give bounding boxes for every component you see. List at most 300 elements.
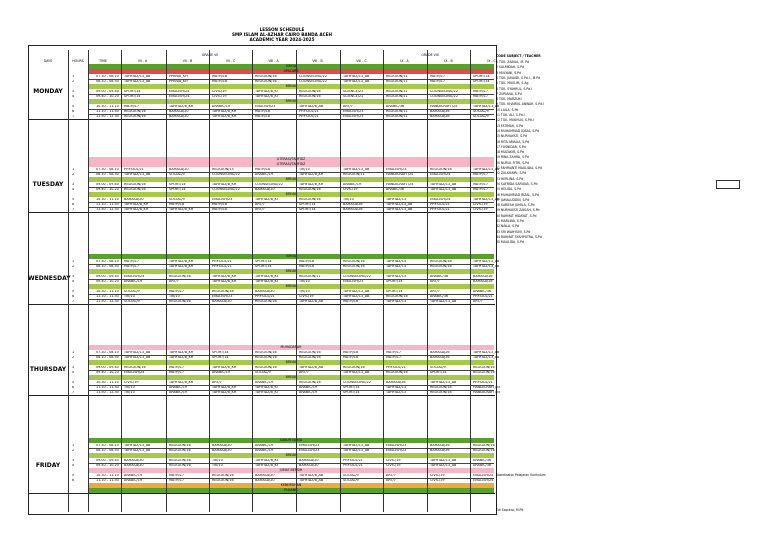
subject-cell: ARABIC/19	[169, 391, 188, 394]
subject-cell: ARABIC/19	[299, 391, 318, 394]
subject-cell: TAHFIDZ/13_AB	[124, 356, 151, 359]
hour-cell: 5	[72, 474, 75, 477]
subject-cell: COUNSELING/22	[255, 183, 283, 186]
subject-cell: TAHFIDZ/8_KH	[212, 183, 237, 186]
subject-cell: MATH/17	[169, 290, 185, 293]
subject-cell: ENGLISH/24	[169, 90, 190, 93]
subject-cell: RELIGION/16	[430, 168, 452, 171]
subject-cell: TAHFIDZ/8_KH	[212, 366, 237, 369]
subject-cell: SPORT/14	[124, 95, 141, 98]
subject-cell: TIK/10	[169, 295, 180, 298]
subject-cell: BAHASA/26	[386, 381, 406, 384]
subject-cell: TAHFIDZ/13	[386, 198, 407, 201]
subject-cell: ENGLISH/23	[343, 110, 364, 113]
time-cell: 07.30 - 08.10	[96, 260, 119, 263]
subject-cell: SPORT/14	[124, 90, 141, 93]
teacher-item: 9 TGK. KHAIRUL ANWAR, S.Pd.I	[496, 102, 544, 107]
time-cell: 08.10 - 08.50	[96, 265, 119, 268]
subject-cell: MATH/17	[473, 183, 489, 186]
subject-cell: TAHFIDZ/13_AB	[473, 356, 500, 359]
teacher-item: 4 TGK. JUNAIDI, S.Pd.I., M.Pd	[496, 75, 541, 80]
band-green2: PULANG	[88, 488, 494, 493]
hour-cell: 5	[72, 290, 75, 293]
band-pink: MUHADARAH	[88, 345, 494, 350]
schedule-title: LESSON SCHEDULE	[259, 27, 305, 32]
subject-cell: TAHFIDZ/8_KH	[212, 275, 237, 278]
subject-cell: TIK/10	[124, 386, 135, 389]
subject-cell: TAHFIDZ/8_KH	[299, 173, 324, 176]
subject-cell: RELIGION/16	[343, 265, 365, 268]
subject-cell: MATH/17	[169, 366, 185, 369]
teacher-item: 1 TGK. ZAINAL, M. Pd	[496, 60, 529, 64]
teacher-item: 24 SAFRIDA SAFIANA, S.Pd	[496, 181, 538, 186]
subject-cell: SPORT/14	[386, 280, 403, 283]
teacher-item: 14 MUHAMMAD IQBAL, S.Pd	[496, 128, 540, 133]
subject-cell: ARABIC/36	[386, 105, 405, 108]
subject-cell: BAHASA/20	[212, 300, 232, 303]
grid-line	[296, 50, 297, 512]
subject-cell: ENGLISH/23	[212, 295, 233, 298]
hour-cell: 4	[72, 280, 75, 283]
teacher-item: 30 RAHMAT HIDAYAT, S.Pd	[496, 213, 537, 218]
band-green: SUBUH ISHOA	[88, 438, 494, 443]
subject-cell: RELIGION/11	[299, 275, 321, 278]
subject-cell: BAHASA/20	[299, 464, 319, 467]
class-header: IX - C	[487, 59, 496, 63]
subject-cell: RELIGION/16	[255, 80, 277, 83]
subject-cell: RELIGION/16	[169, 464, 191, 467]
subject-cell: BAHASA/20	[169, 115, 189, 118]
break-band: BREAK	[88, 360, 494, 365]
hour-cell: 4	[72, 464, 75, 467]
subject-cell: BAHASA/20	[299, 459, 319, 462]
subject-cell: SPORT/14	[255, 265, 272, 268]
subject-cell: TAHFIDZ/13_AB	[473, 351, 500, 354]
subject-cell: TAHFIDZ/8_KH	[169, 356, 194, 359]
subject-cell: RELIGION/16	[212, 290, 234, 293]
subject-cell: RELIGION/16	[124, 183, 146, 186]
hour-cell: 4	[72, 371, 75, 374]
name-box[interactable]	[716, 180, 740, 189]
subject-cell: SPORT/14	[299, 208, 316, 211]
hour-cell: 4	[72, 95, 75, 98]
time-cell: 10.30 - 11.10	[96, 198, 119, 201]
grid-line	[340, 50, 341, 512]
subject-cell: TIK/10	[299, 290, 310, 293]
subject-cell: TAHFIDZ/13_AB	[430, 183, 457, 186]
subject-cell: ART/7	[212, 381, 222, 384]
subject-cell: RELIGION/16	[386, 295, 408, 298]
subject-cell: CIVIC/19	[212, 95, 227, 98]
band-green: ISHOA	[88, 254, 494, 259]
band-orange: KEBERSIHAN	[88, 483, 494, 488]
subject-cell: TIK/10	[343, 198, 354, 201]
teacher-item: 12 TGK. MUKHLIS, S.Pd.I	[496, 118, 534, 123]
subject-cell: PPKN/8_KH	[169, 75, 188, 78]
subject-cell: CIVIC/19	[430, 479, 445, 482]
subject-cell: TAHFIDZ/13_AB	[430, 188, 457, 191]
subject-cell: SOCIAL/9	[124, 290, 140, 293]
subject-cell: RELIGION/11	[343, 173, 365, 176]
hour-cell: 6	[72, 295, 75, 298]
subject-cell: ART/7	[255, 203, 265, 206]
hour-cell: 7	[72, 300, 75, 303]
subject-cell: TIK/10	[299, 280, 310, 283]
break-band: BREAK	[88, 269, 494, 274]
subject-cell: SOCIAL/9	[255, 371, 271, 374]
subject-cell: BAHASA/20	[124, 459, 144, 462]
subject-cell: BAHASA/20	[255, 479, 275, 482]
hour-cell: 3	[72, 183, 75, 186]
subject-cell: TAHFIDZ/13	[386, 260, 407, 263]
subject-cell: HANDICRAFT/25	[473, 386, 501, 389]
subject-cell: TAHFIDZ/8_KH	[212, 280, 237, 283]
subject-cell: RELIGION/16	[299, 381, 321, 384]
subject-cell: TAHFIDZ/8_AB	[299, 479, 324, 482]
subject-cell: TAHFIDZ/13_AB	[343, 295, 370, 298]
subject-cell: MATH/18	[255, 115, 271, 118]
break-band: BREAK	[88, 99, 494, 104]
subject-cell: TAHFIDZ/13_AB	[343, 371, 370, 374]
day-label: TUESDAY	[32, 180, 64, 188]
class-header: VIII - B	[312, 59, 323, 63]
subject-cell: TAHFIDZ/8_KI	[255, 386, 278, 389]
teacher-item: 31 MARLINA, S.Pd	[496, 219, 524, 223]
teacher-item: 33 SRI WAHYUNI, S.Pd	[496, 229, 531, 234]
subject-cell: SPORT/14	[343, 386, 360, 389]
hour-cell: 6	[72, 203, 75, 206]
time-cell: 09.40 - 10.20	[96, 464, 119, 467]
subject-cell: ART/7	[169, 280, 179, 283]
subject-cell: ARABIC/19	[124, 474, 143, 477]
subject-cell: TAHFIDZ/13_AB	[343, 444, 370, 447]
subject-cell: BAHASA/20	[169, 110, 189, 113]
subject-cell: TIK/10	[212, 459, 223, 462]
subject-cell: MATH/18	[212, 208, 228, 211]
subject-cell: TAHFIDZ/13_AB	[343, 168, 370, 171]
subject-cell: HANDICRAFT/25	[473, 391, 501, 394]
subject-cell: BAHASA/20	[255, 188, 275, 191]
subject-cell: RELIGION/16	[255, 351, 277, 354]
subject-cell: TAHFIDZ/8_KH	[169, 260, 194, 263]
subject-cell: ARABIC/19	[124, 479, 143, 482]
subject-cell: TAHFIDZ/8_KI	[255, 95, 278, 98]
teacher-item: 35 MAULIDA, S.Pd	[496, 240, 524, 245]
subject-cell: BAHASA/20	[212, 449, 232, 452]
time-cell: 09.00 - 09.40	[96, 183, 119, 186]
band-pink: JUMAT BERSIH	[88, 468, 494, 473]
subject-cell: TAHFIDZ/8_KH	[169, 105, 194, 108]
subject-cell: MATH/18	[212, 80, 228, 83]
subject-cell: ARABIC/36	[473, 290, 492, 293]
subject-cell: PHYSICS/21	[212, 265, 232, 268]
subject-cell: PPKN/8_KH	[169, 80, 188, 83]
teacher-item: 19 RINA ZAHRA, S.Pd	[496, 155, 529, 160]
subject-cell: TAHFIDZ/8_KH	[212, 110, 237, 113]
subject-cell: RELIGION/15	[212, 168, 234, 171]
time-cell: 08.10 - 08.50	[96, 173, 119, 176]
time-cell: 10.30 - 11.10	[96, 381, 119, 384]
subject-cell: MATH/18	[255, 168, 271, 171]
subject-cell: MATH/17	[430, 80, 446, 83]
hour-cell: 2	[72, 449, 75, 452]
subject-cell: TAHFIDZ/8_KH	[169, 265, 194, 268]
subject-cell: PHYSICS/21	[473, 295, 493, 298]
subject-cell: TAHFIDZ/8_KI	[255, 198, 278, 201]
class-header: IX - B	[444, 59, 453, 63]
subject-cell: TAHFIDZ/13_AB	[386, 208, 413, 211]
subject-cell: ENGLISH/23	[343, 115, 364, 118]
subject-cell: SCIENCE/21	[343, 95, 364, 98]
subject-cell: MATH/17	[473, 173, 489, 176]
teacher-item: 23 HERLINA, S.Pd	[496, 176, 524, 181]
time-cell: 07.30 - 08.10	[96, 75, 119, 78]
subject-cell: ENGLISH/23	[299, 444, 320, 447]
grid-line	[166, 50, 167, 512]
subject-cell: RELIGION/16	[473, 366, 495, 369]
subject-cell: ART/7	[473, 300, 483, 303]
subject-cell: TAHFIDZ/8_KH	[124, 208, 149, 211]
subject-cell: TAHFIDZ/8_KH	[299, 183, 324, 186]
time-cell: 11.50 - 12.30	[96, 391, 119, 394]
subject-cell: PHYSICS/21	[124, 168, 144, 171]
subject-cell: SPORT/14	[299, 203, 316, 206]
subject-cell: TAHFIDZ/13	[386, 265, 407, 268]
band-pink2: LITERASI/TAHFIDZ	[88, 162, 494, 167]
subject-cell: ENGLISH/23	[212, 198, 233, 201]
teacher-item: 22 ZULKHAIRI, S.Pd	[496, 171, 527, 176]
subject-cell: RELIGION/16	[430, 260, 452, 263]
grid-line	[427, 50, 428, 512]
time-cell: 08.10 - 08.50	[96, 80, 119, 83]
col-hours: HOURS	[72, 59, 84, 63]
break-band: BREAK	[88, 177, 494, 182]
grade8-header: GRADE VIII	[421, 53, 439, 57]
teacher-item: 5 TGK. MUSLIM, S.Ag	[496, 81, 529, 86]
subject-cell: HANDICRAFT/25	[386, 183, 414, 186]
subject-cell: PHYSICS/21	[212, 260, 232, 263]
subject-cell: RELIGION/16	[169, 275, 191, 278]
time-cell: 11.10 - 11.50	[96, 479, 119, 482]
teacher-item: 13 FATIMAH, S.Pd	[496, 123, 523, 128]
subject-cell: PHYSICS/21	[343, 459, 363, 462]
subject-cell: TAHFIDZ/13_AB	[473, 105, 500, 108]
subject-cell: RELIGION/16	[299, 198, 321, 201]
subject-cell: TAHFIDZ/8_KI	[255, 459, 278, 462]
subject-cell: MATH/18	[299, 260, 315, 263]
subject-cell: ARABIC/19	[212, 371, 231, 374]
subject-cell: CIVIC/19	[473, 203, 488, 206]
subject-cell: TIK/10	[299, 168, 310, 171]
subject-cell: TAHFIDZ/13_AB	[124, 444, 151, 447]
subject-cell: BAHASA/26	[343, 208, 363, 211]
teacher-item: 2 SALMIDAH, S.Pd	[496, 65, 524, 70]
friday-note: Koordinator Pelajaran Kurikulum	[496, 473, 546, 477]
time-cell: 09.40 - 10.20	[96, 280, 119, 283]
subject-cell: SOCIAL/9	[343, 474, 359, 477]
subject-cell: TAHFIDZ/8_KI	[255, 90, 278, 93]
subject-cell: RELIGION/16	[299, 188, 321, 191]
subject-cell: RELIGION/16	[386, 371, 408, 374]
subject-cell: SOCIAL/9	[473, 115, 489, 118]
subject-cell: MATH/17	[473, 90, 489, 93]
subject-cell: RELIGION/11	[386, 115, 408, 118]
hour-cell: 1	[72, 75, 75, 78]
subject-cell: CIVIC/19	[212, 90, 227, 93]
time-cell: 10.30 - 11.10	[96, 290, 119, 293]
break-band: BREAK	[88, 453, 494, 458]
day-divider	[28, 212, 495, 213]
grid-line	[88, 50, 89, 512]
subject-cell: ARABIC/19	[255, 449, 274, 452]
teacher-item: 7 ZURIANA, S.Pd	[496, 91, 522, 96]
subject-cell: CIVIC/19	[299, 295, 314, 298]
subject-cell: CIVIC/19	[473, 208, 488, 211]
grid-line	[121, 50, 122, 512]
subject-cell: ENGLISH/23	[343, 280, 364, 283]
subject-cell: COUNSELING/22	[299, 80, 327, 83]
class-header: VII - C	[225, 59, 236, 63]
subject-cell: COUNSELING/22	[212, 188, 240, 191]
subject-cell: TAHFIDZ/13_AB	[124, 351, 151, 354]
subject-cell: SPORT/14	[343, 391, 360, 394]
subject-cell: ARABIC/19	[255, 173, 274, 176]
subject-cell: MATH/17	[386, 356, 402, 359]
subject-cell: TAHFIDZ/8_KI	[255, 280, 278, 283]
subject-cell: MATH/18	[299, 265, 315, 268]
subject-cell: TAHFIDZ/13_AB	[343, 80, 370, 83]
subject-cell: MATH/17	[124, 105, 140, 108]
subject-cell: TAHFIDZ/13_AB	[124, 173, 151, 176]
subject-cell: TAHFIDZ/13_AB	[386, 203, 413, 206]
class-header: VIII - A	[268, 59, 279, 63]
subject-cell: ARABIC/36	[386, 188, 405, 191]
subject-cell: ARABIC/19	[212, 105, 231, 108]
subject-cell: BAHASA/26	[430, 115, 450, 118]
subject-cell: ARABIC/19	[299, 386, 318, 389]
time-cell: 07.30 - 08.10	[96, 168, 119, 171]
subject-cell: TAHFIDZ/13_AB	[343, 449, 370, 452]
subject-cell: SPORT/14	[473, 75, 490, 78]
footer-note: Edi Saputra, M.Pd	[496, 508, 524, 512]
subject-cell: TAHFIDZ/13	[386, 391, 407, 394]
subject-cell: TIK/10	[212, 464, 223, 467]
subject-cell: MATH/17	[169, 479, 185, 482]
teacher-item: 29 NURHAYATI ZAKIAH, S.Pd	[496, 208, 540, 213]
subject-cell: PHYSICS/21	[299, 115, 319, 118]
subject-cell: RELIGION/16	[212, 474, 234, 477]
hour-cell: 1	[72, 168, 75, 171]
subject-cell: MATH/17	[473, 95, 489, 98]
subject-cell: MATH/17	[124, 265, 140, 268]
subject-cell: RELIGION/11	[386, 110, 408, 113]
day-label: FRIDAY	[35, 461, 61, 469]
subject-cell: RELIGION/16	[299, 351, 321, 354]
subject-cell: MATH/18	[169, 203, 185, 206]
subject-cell: BAHASA/26	[430, 356, 450, 359]
teacher-item: 11 TGK. ALI, S.Pd.I	[496, 113, 525, 117]
subject-cell: MATH/18	[255, 110, 271, 113]
hour-cell: 3	[72, 90, 75, 93]
subject-cell: ENGLISH/23	[386, 444, 407, 447]
time-cell: 07.30 - 08.10	[96, 351, 119, 354]
hour-cell: 3	[72, 275, 75, 278]
subject-cell: RELIGION/16	[299, 90, 321, 93]
day-divider	[28, 493, 495, 494]
teacher-item: 16 RITA AMALIA, S.Pd	[496, 139, 530, 144]
col-days: DAYS	[43, 59, 53, 63]
teacher-item: 18 MUZAKIR, S.Pd	[496, 150, 524, 155]
subject-cell: COUNSELING/22	[299, 75, 327, 78]
subject-cell: TAHFIDZ/13_AB	[343, 290, 370, 293]
subject-cell: CIVIC/19	[124, 381, 139, 384]
subject-cell: BAHASA/20	[124, 464, 144, 467]
subject-cell: MATH/18	[343, 356, 359, 359]
time-cell: 07.30 - 08.10	[96, 444, 119, 447]
subject-cell: ENGLISH/24	[124, 275, 145, 278]
subject-cell: BAHASA/20	[212, 444, 232, 447]
subject-cell: ART/7	[343, 105, 353, 108]
subject-cell: MATH/17	[169, 474, 185, 477]
hour-cell: 2	[72, 356, 75, 359]
break-band: BREAK	[88, 84, 494, 89]
time-cell: 09.00 - 09.40	[96, 366, 119, 369]
subject-cell: RELIGION/11	[386, 75, 408, 78]
hour-cell: 5	[72, 105, 75, 108]
subject-cell: TAHFIDZ/13_AB	[473, 168, 500, 171]
subject-cell: SPORT/14	[169, 183, 186, 186]
teacher-item: 28 SARIFAH JUMILA, S.Pd	[496, 203, 535, 208]
hour-cell: 7	[72, 391, 75, 394]
subject-cell: TAHFIDZ/8_AB	[299, 105, 324, 108]
subject-cell: RELIGION/16	[124, 188, 146, 191]
hour-cell: 5	[72, 381, 75, 384]
teacher-item: 17 YUSNIDAR, S.Pd	[496, 144, 526, 149]
class-header: VIII - C	[356, 59, 367, 63]
hour-cell: 1	[72, 260, 75, 263]
teacher-item: 25 HELIDA, S.Pd	[496, 187, 522, 192]
subject-cell: SPORT/14	[386, 290, 403, 293]
subject-cell: ENGLISH/24	[473, 479, 494, 482]
subject-cell: COUNSELING/22	[343, 381, 371, 384]
subject-cell: RELIGION/16	[169, 459, 191, 462]
subject-cell: MATH/18	[212, 75, 228, 78]
subject-cell: RELIGION/16	[255, 300, 277, 303]
subject-cell: RELIGION/16	[343, 366, 365, 369]
class-header: IX - A	[400, 59, 409, 63]
day-divider	[28, 395, 495, 396]
subject-cell: RELIGION/16	[343, 260, 365, 263]
subject-cell: TAHFIDZ/13_AB	[430, 381, 457, 384]
school-name: SMP ISLAM AL-AZHAR CAIRO BANDA ACEH	[231, 32, 333, 37]
subject-cell: TIK/10	[124, 295, 135, 298]
subject-cell: SOCIAL/9	[124, 300, 140, 303]
subject-cell: TAHFIDZ/13_AB	[343, 75, 370, 78]
subject-cell: TAHFIDZ/13	[386, 386, 407, 389]
class-header: VII - A	[137, 59, 148, 63]
subject-cell: ART/7	[386, 474, 396, 477]
subject-cell: TAHFIDZ/13_AB	[124, 80, 151, 83]
teacher-list-header: CODE SUBJECT / TEACHER	[496, 54, 541, 58]
subject-cell: SPORT/14	[169, 188, 186, 191]
subject-cell: PHYSICS/21	[343, 464, 363, 467]
subject-cell: SPORT/14	[430, 371, 447, 374]
subject-cell: BAHASA/20	[169, 168, 189, 171]
subject-cell: MATH/17	[169, 371, 185, 374]
subject-cell: RELIGION/16	[255, 75, 277, 78]
subject-cell: MATH/17	[124, 260, 140, 263]
subject-cell: RELIGION/16	[212, 479, 234, 482]
